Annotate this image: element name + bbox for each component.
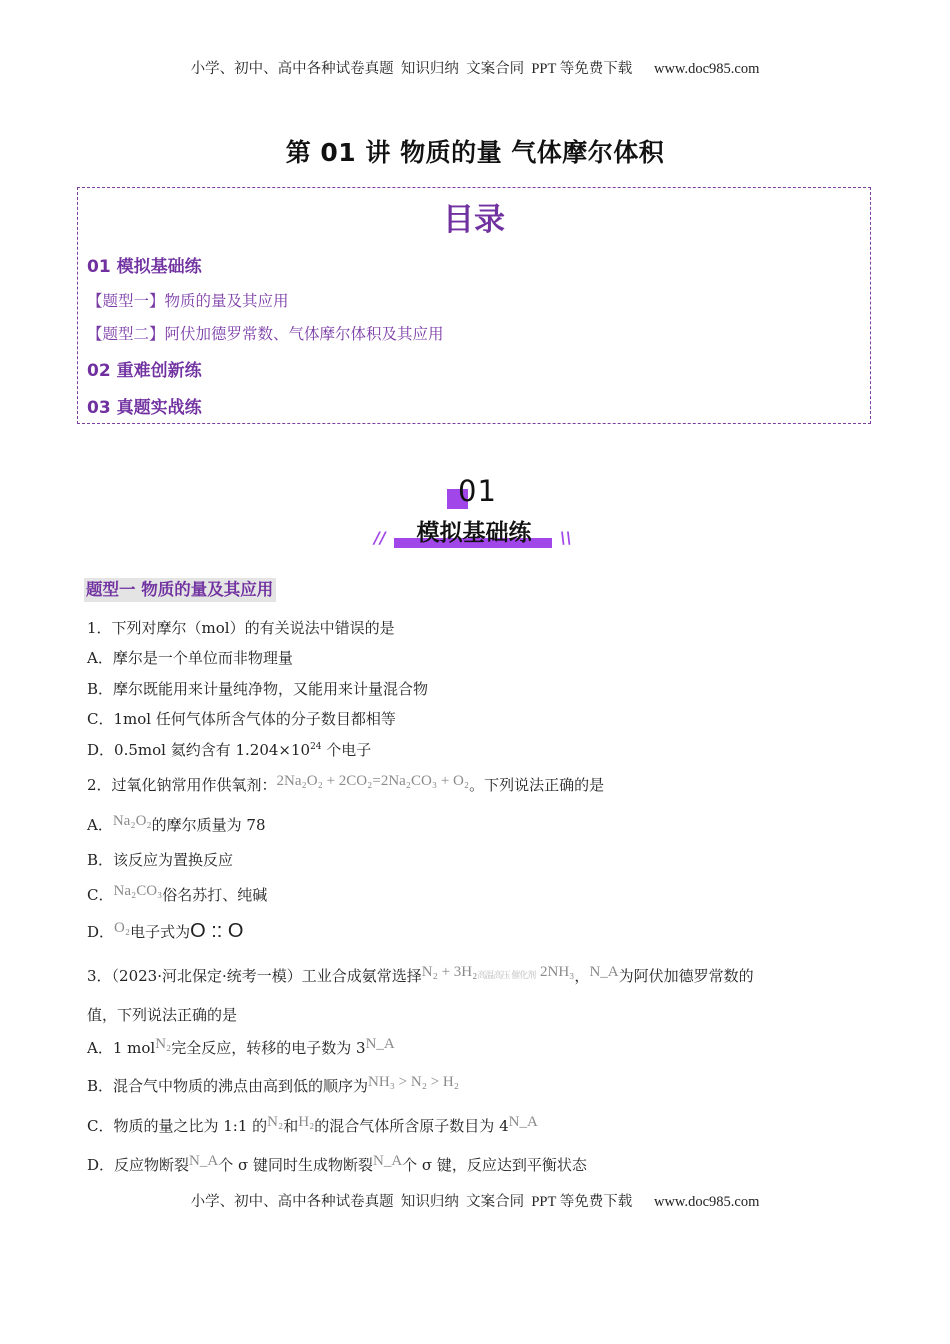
q3-na: N_A xyxy=(589,964,619,980)
question-1-stem: 1．下列对摩尔（mol）的有关说法中错误的是 xyxy=(87,619,395,637)
banner-number: 01 xyxy=(458,474,497,508)
page-footer-ad: 小学、初中、高中各种试卷真题 知识归纳 文案合同 PPT 等免费下载 www.doc985.com xyxy=(190,1194,760,1210)
question-3-option-d xyxy=(87,1154,587,1175)
toc-item-innovation-practice[interactable]: 02 重难创新练 xyxy=(87,361,202,381)
q3-d-na-1: N_A xyxy=(189,1153,219,1169)
q3-c-formula-n2: N₂ xyxy=(267,1114,284,1130)
reversible-arrow-icon: 高温高压 催化剂 xyxy=(477,971,536,981)
question-3-stem-line1 xyxy=(87,965,754,986)
section-banner xyxy=(370,472,590,557)
q3-d-pre: D．反应物断裂 xyxy=(87,1156,190,1174)
banner-label: 模拟基础练 xyxy=(416,520,532,546)
question-1-option-d xyxy=(87,739,371,760)
q2-c-label: C． xyxy=(87,886,114,904)
question-2-stem xyxy=(87,774,604,795)
question-2-option-b: B．该反应为置换反应 xyxy=(87,851,234,869)
toc-heading: 目录 xyxy=(443,202,505,238)
q1-d-text: D．0.5mol 氦约含有 1.204×10 xyxy=(87,741,311,759)
q3-a-pre: A．1 mol xyxy=(87,1039,156,1057)
q2-a-formula: Na₂O₂ xyxy=(112,813,152,829)
q3-a-formula: N₂ xyxy=(155,1036,172,1052)
page-header-ad: 小学、初中、高中各种试卷真题 知识归纳 文案合同 PPT 等免费下载 www.doc985.com xyxy=(190,61,760,77)
q2-equation: 2Na₂O₂ + 2CO₂=2Na₂CO₃ + O₂ xyxy=(276,773,470,789)
q1-d-exponent: 24 xyxy=(310,742,322,752)
q3-d-text: 个 σ 键同时生成物断裂 xyxy=(218,1156,373,1174)
question-3-option-c xyxy=(87,1115,538,1136)
question-1-option-c: C．1mol 任何气体所含气体的分子数目都相等 xyxy=(87,710,396,728)
q3-c-pre: C．物质的量之比为 1:1 的 xyxy=(87,1117,268,1135)
toc-item-type-two[interactable]: 【题型二】阿伏加德罗常数、气体摩尔体积及其应用 xyxy=(87,325,444,343)
q3-b-formula: NH₃ > N₂ > H₂ xyxy=(368,1074,459,1090)
q2-d-label: D． xyxy=(87,923,115,941)
q2-a-text: 的摩尔质量为 78 xyxy=(151,816,266,834)
q2-d-text: 电子式为 xyxy=(130,923,191,941)
q3-a-text: 完全反应，转移的电子数为 3 xyxy=(171,1039,366,1057)
table-of-contents xyxy=(77,187,871,424)
toc-item-real-exam-practice[interactable]: 03 真题实战练 xyxy=(87,398,202,418)
q2-stem-post: 。下列说法正确的是 xyxy=(469,776,605,794)
q3-a-na: N_A xyxy=(365,1036,395,1052)
q3-eq-left: N₂ + 3H₂ xyxy=(421,964,478,980)
q3-stem-pre: 3．（2023·河北保定·统考一模）工业合成氨常选择 xyxy=(87,967,422,985)
q2-d-electron-formula: O :: O xyxy=(190,920,244,942)
q3-eq-right: 2NH₃ xyxy=(540,964,575,980)
q1-d-suffix: 个电子 xyxy=(321,741,372,759)
section-heading: 题型一 物质的量及其应用 xyxy=(84,578,276,602)
toc-item-type-one[interactable]: 【题型一】物质的量及其应用 xyxy=(87,292,289,310)
q2-c-text: 俗名苏打、纯碱 xyxy=(162,886,268,904)
question-2-option-c xyxy=(87,884,267,905)
q3-c-formula-h2: H₂ xyxy=(298,1114,315,1130)
question-3-option-a xyxy=(87,1037,395,1058)
q3-c-na: N_A xyxy=(508,1114,538,1130)
q3-d-na-2: N_A xyxy=(372,1153,403,1169)
question-1-option-b: B．摩尔既能用来计量纯净物，又能用来计量混合物 xyxy=(87,680,429,698)
banner-slash-right-icon: \\ xyxy=(560,528,572,547)
q3-c-and: 和 xyxy=(283,1117,299,1135)
q2-a-label: A． xyxy=(87,816,113,834)
q3-comma: ， xyxy=(574,967,590,985)
question-2-option-d xyxy=(87,920,243,943)
toc-item-basic-practice[interactable]: 01 模拟基础练 xyxy=(87,257,202,277)
q3-c-text: 的混合气体所含原子数目为 4 xyxy=(314,1117,509,1135)
q3-b-pre: B．混合气中物质的沸点由高到低的顺序为 xyxy=(87,1077,369,1095)
q3-stem-post: 为阿伏加德罗常数的 xyxy=(618,967,754,985)
q2-c-formula: Na₂CO₃ xyxy=(113,883,163,899)
question-3-option-b xyxy=(87,1075,459,1096)
banner-slash-left-icon: // xyxy=(374,528,386,547)
question-2-option-a xyxy=(87,814,266,835)
page-title: 第 01 讲 物质的量 气体摩尔体积 xyxy=(285,138,665,167)
q3-d-suffix: 个 σ 键，反应达到平衡状态 xyxy=(402,1156,587,1174)
q2-d-formula: O₂ xyxy=(114,920,131,936)
question-1-option-a: A．摩尔是一个单位而非物理量 xyxy=(87,649,293,667)
question-3-stem-line2: 值，下列说法正确的是 xyxy=(87,1006,238,1024)
q2-stem-pre: 2．过氧化钠常用作供氧剂： xyxy=(87,776,277,794)
